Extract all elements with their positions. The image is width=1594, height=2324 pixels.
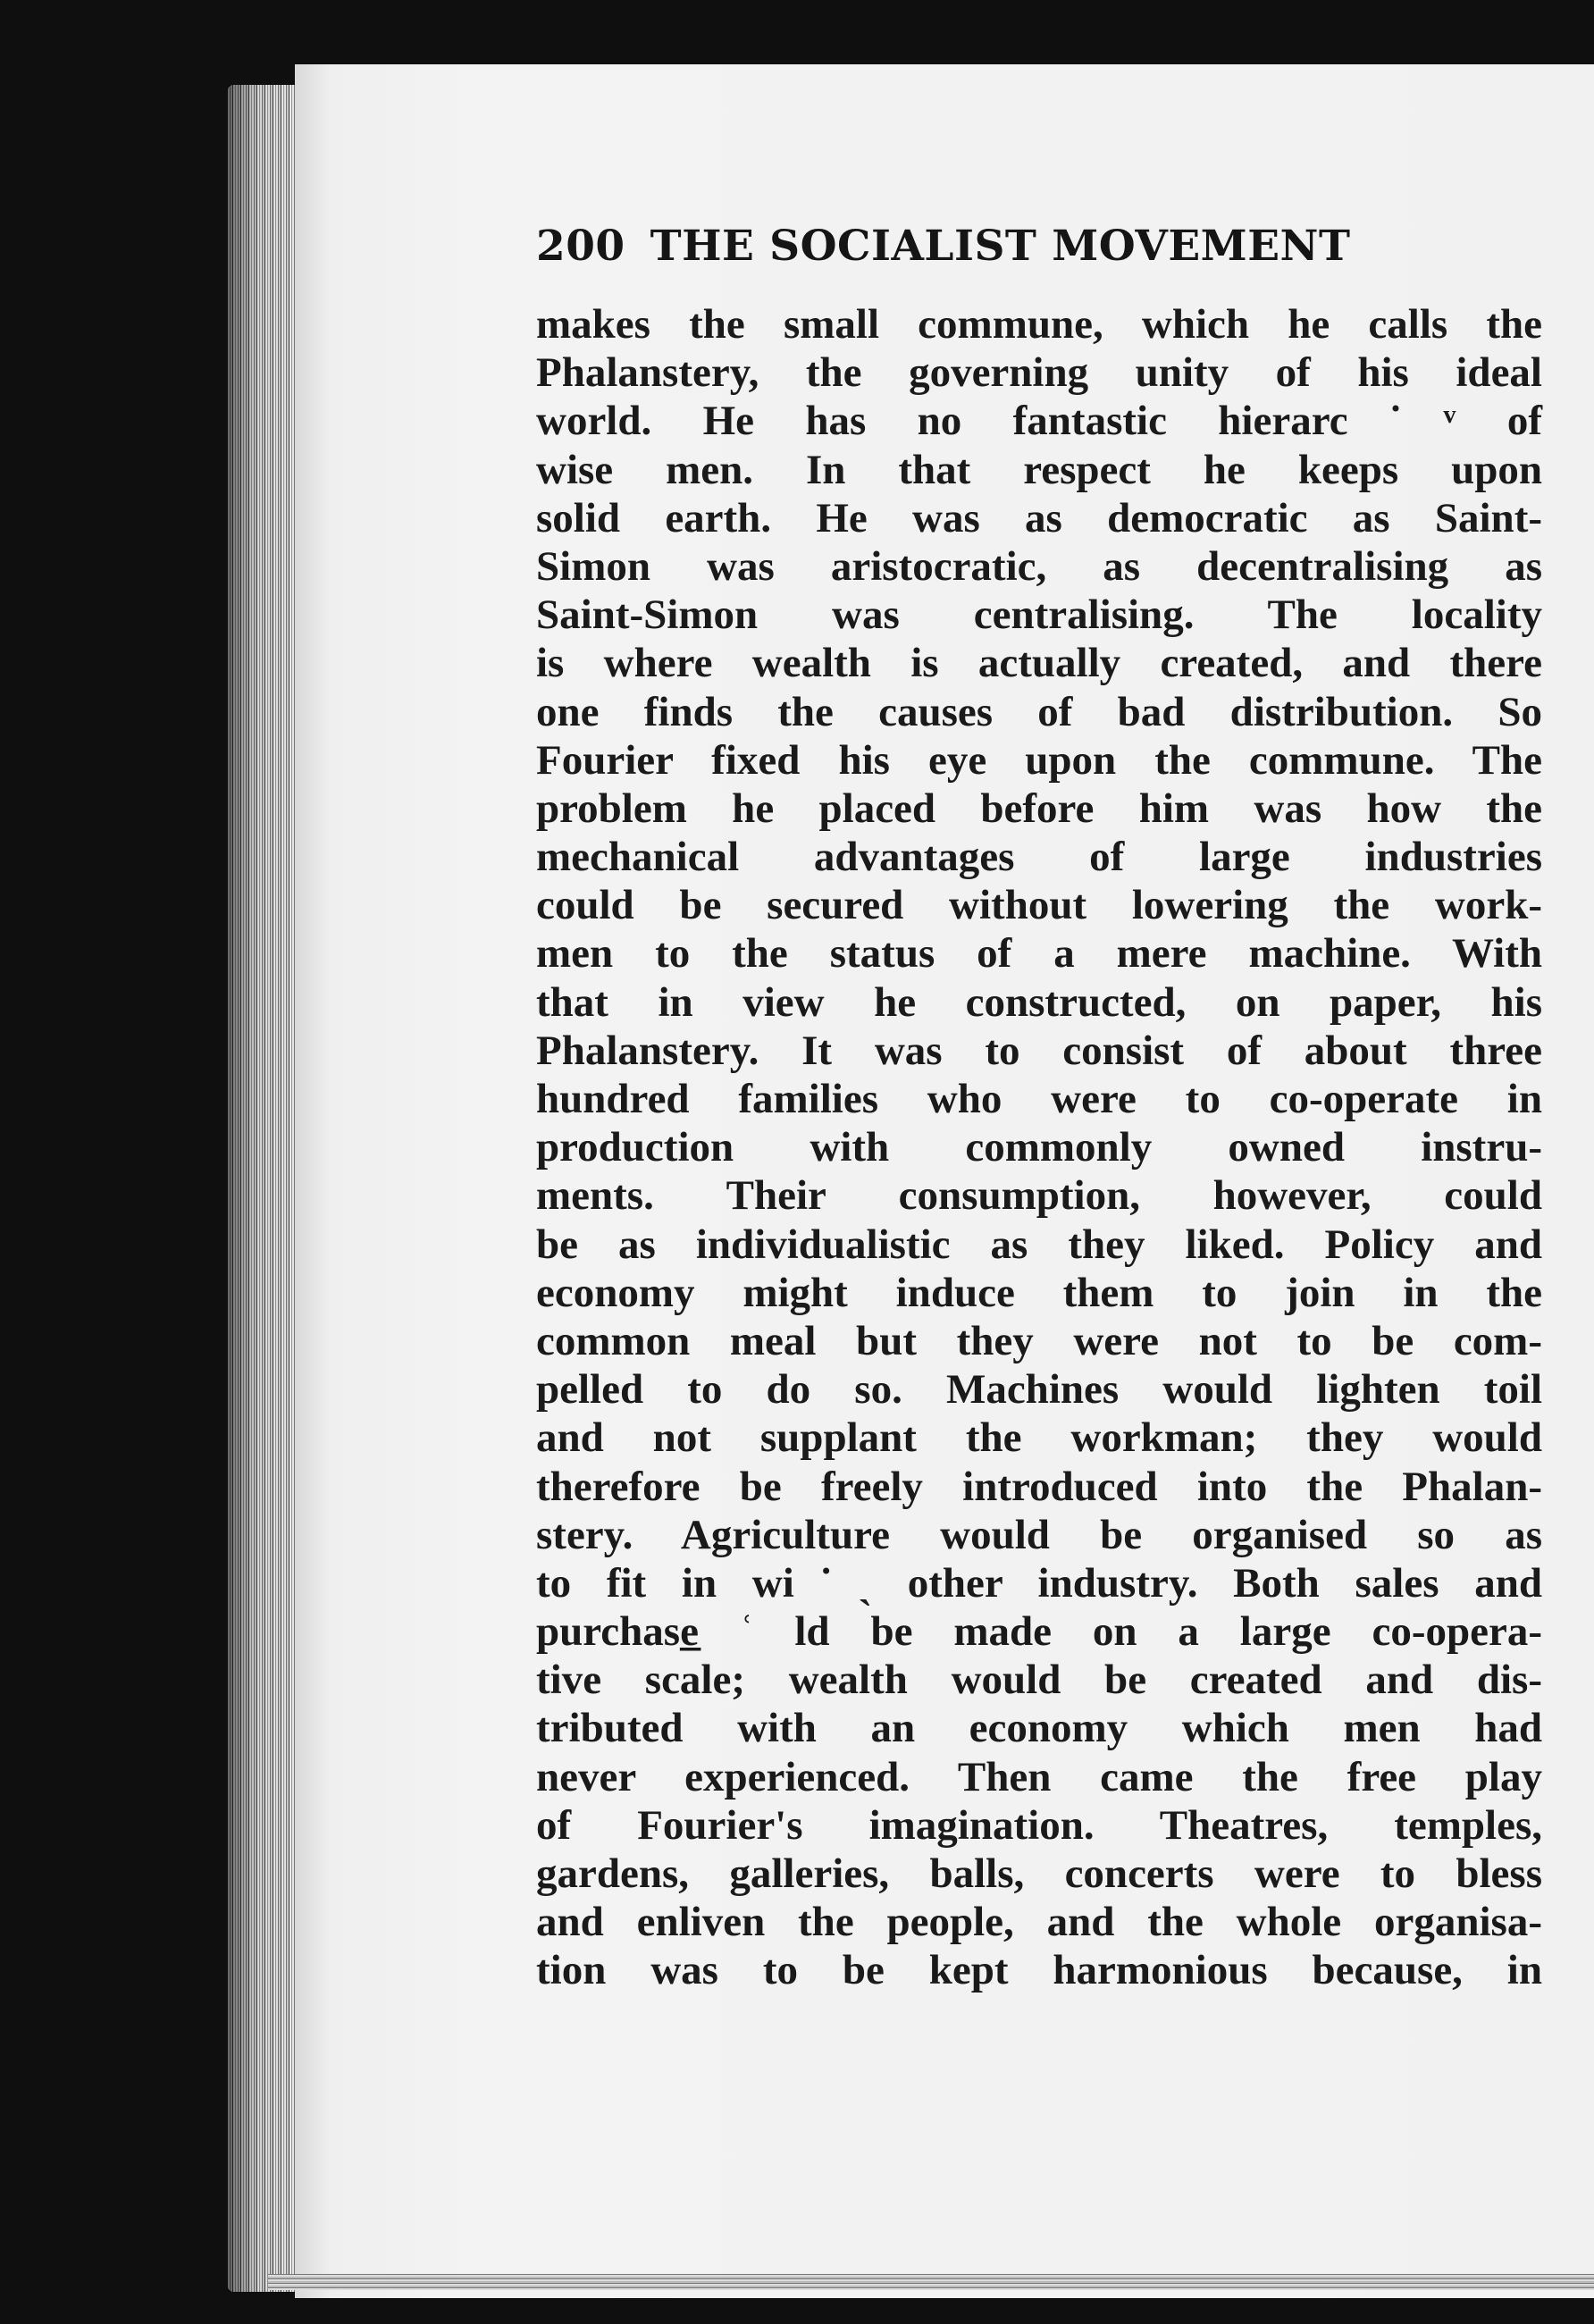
text-line: tributed with an economy which men had xyxy=(536,1705,1542,1752)
text-line: Saint-Simon was centralising. The locality xyxy=(536,591,1542,639)
text-line: and enliven the people, and the whole organisa- xyxy=(536,1899,1542,1946)
text-line: Simon was aristocratic, as decentralising as xyxy=(536,542,1542,590)
text-line: stery. Agriculture would be organised so as xyxy=(536,1511,1542,1558)
text-line: mechanical advantages of large industries xyxy=(536,834,1542,881)
text-line: common meal but they were not to be com- xyxy=(536,1317,1542,1364)
text-line: Phalanstery, the governing unity of his ideal xyxy=(536,349,1542,397)
text-line: is where wealth is actually created, and there xyxy=(536,640,1542,687)
text-line: pelled to do so. Machines would lighten toil xyxy=(536,1366,1542,1414)
text-line: to fit in wi˙ˎ other industry. Both sales and xyxy=(536,1559,1542,1607)
text-line: be as individualistic as they liked. Policy and xyxy=(536,1221,1542,1268)
text-line: gardens, galleries, balls, concerts were to bless xyxy=(536,1850,1542,1897)
text-line: could be secured without lowering the work- xyxy=(536,882,1542,929)
text-line: purchase̲ ʿ ld be made on a large co-opera- xyxy=(536,1608,1542,1656)
text-line: tion was to be kept harmonious because, in xyxy=(536,1947,1542,1994)
page-edge-shadow xyxy=(228,85,304,2292)
text-line: one finds the causes of bad distribution. So xyxy=(536,688,1542,735)
text-line: wise men. In that respect he keeps upon xyxy=(536,446,1542,493)
text-line: production with commonly owned instru- xyxy=(536,1124,1542,1171)
text-line: solid earth. He was as democratic as Saint- xyxy=(536,494,1542,541)
page-number: 200 xyxy=(536,222,625,271)
page-bottom-edge xyxy=(268,2274,1594,2290)
text-line: therefore be freely introduced into the Phalan- xyxy=(536,1463,1542,1510)
text-line: never experienced. Then came the free play xyxy=(536,1753,1542,1800)
text-line: hundred families who were to co-operate in xyxy=(536,1076,1542,1122)
running-header xyxy=(536,222,1430,271)
text-line: ments. Their consumption, however, could xyxy=(536,1172,1542,1220)
text-line: world. He has no fantastic hierarc˙ᵛ of xyxy=(536,398,1542,445)
text-line: men to the status of a mere machine. With xyxy=(536,930,1542,977)
text-line: economy might induce them to join in the xyxy=(536,1269,1542,1316)
text-line: problem he placed before him was how the xyxy=(536,784,1542,832)
body-text xyxy=(536,300,1542,1995)
running-title: THE SOCIALIST MOVEMENT xyxy=(650,222,1351,271)
text-line: Phalanstery. It was to consist of about three xyxy=(536,1027,1542,1074)
text-line: tive scale; wealth would be created and dis- xyxy=(536,1657,1542,1704)
text-line: that in view he constructed, on paper, his xyxy=(536,978,1542,1026)
text-line: of Fourier's imagination. Theatres, temples, xyxy=(536,1801,1542,1849)
text-line: makes the small commune, which he calls the xyxy=(536,301,1542,348)
text-line: and not supplant the workman; they would xyxy=(536,1414,1542,1462)
text-line: Fourier fixed his eye upon the commune. The xyxy=(536,736,1542,784)
